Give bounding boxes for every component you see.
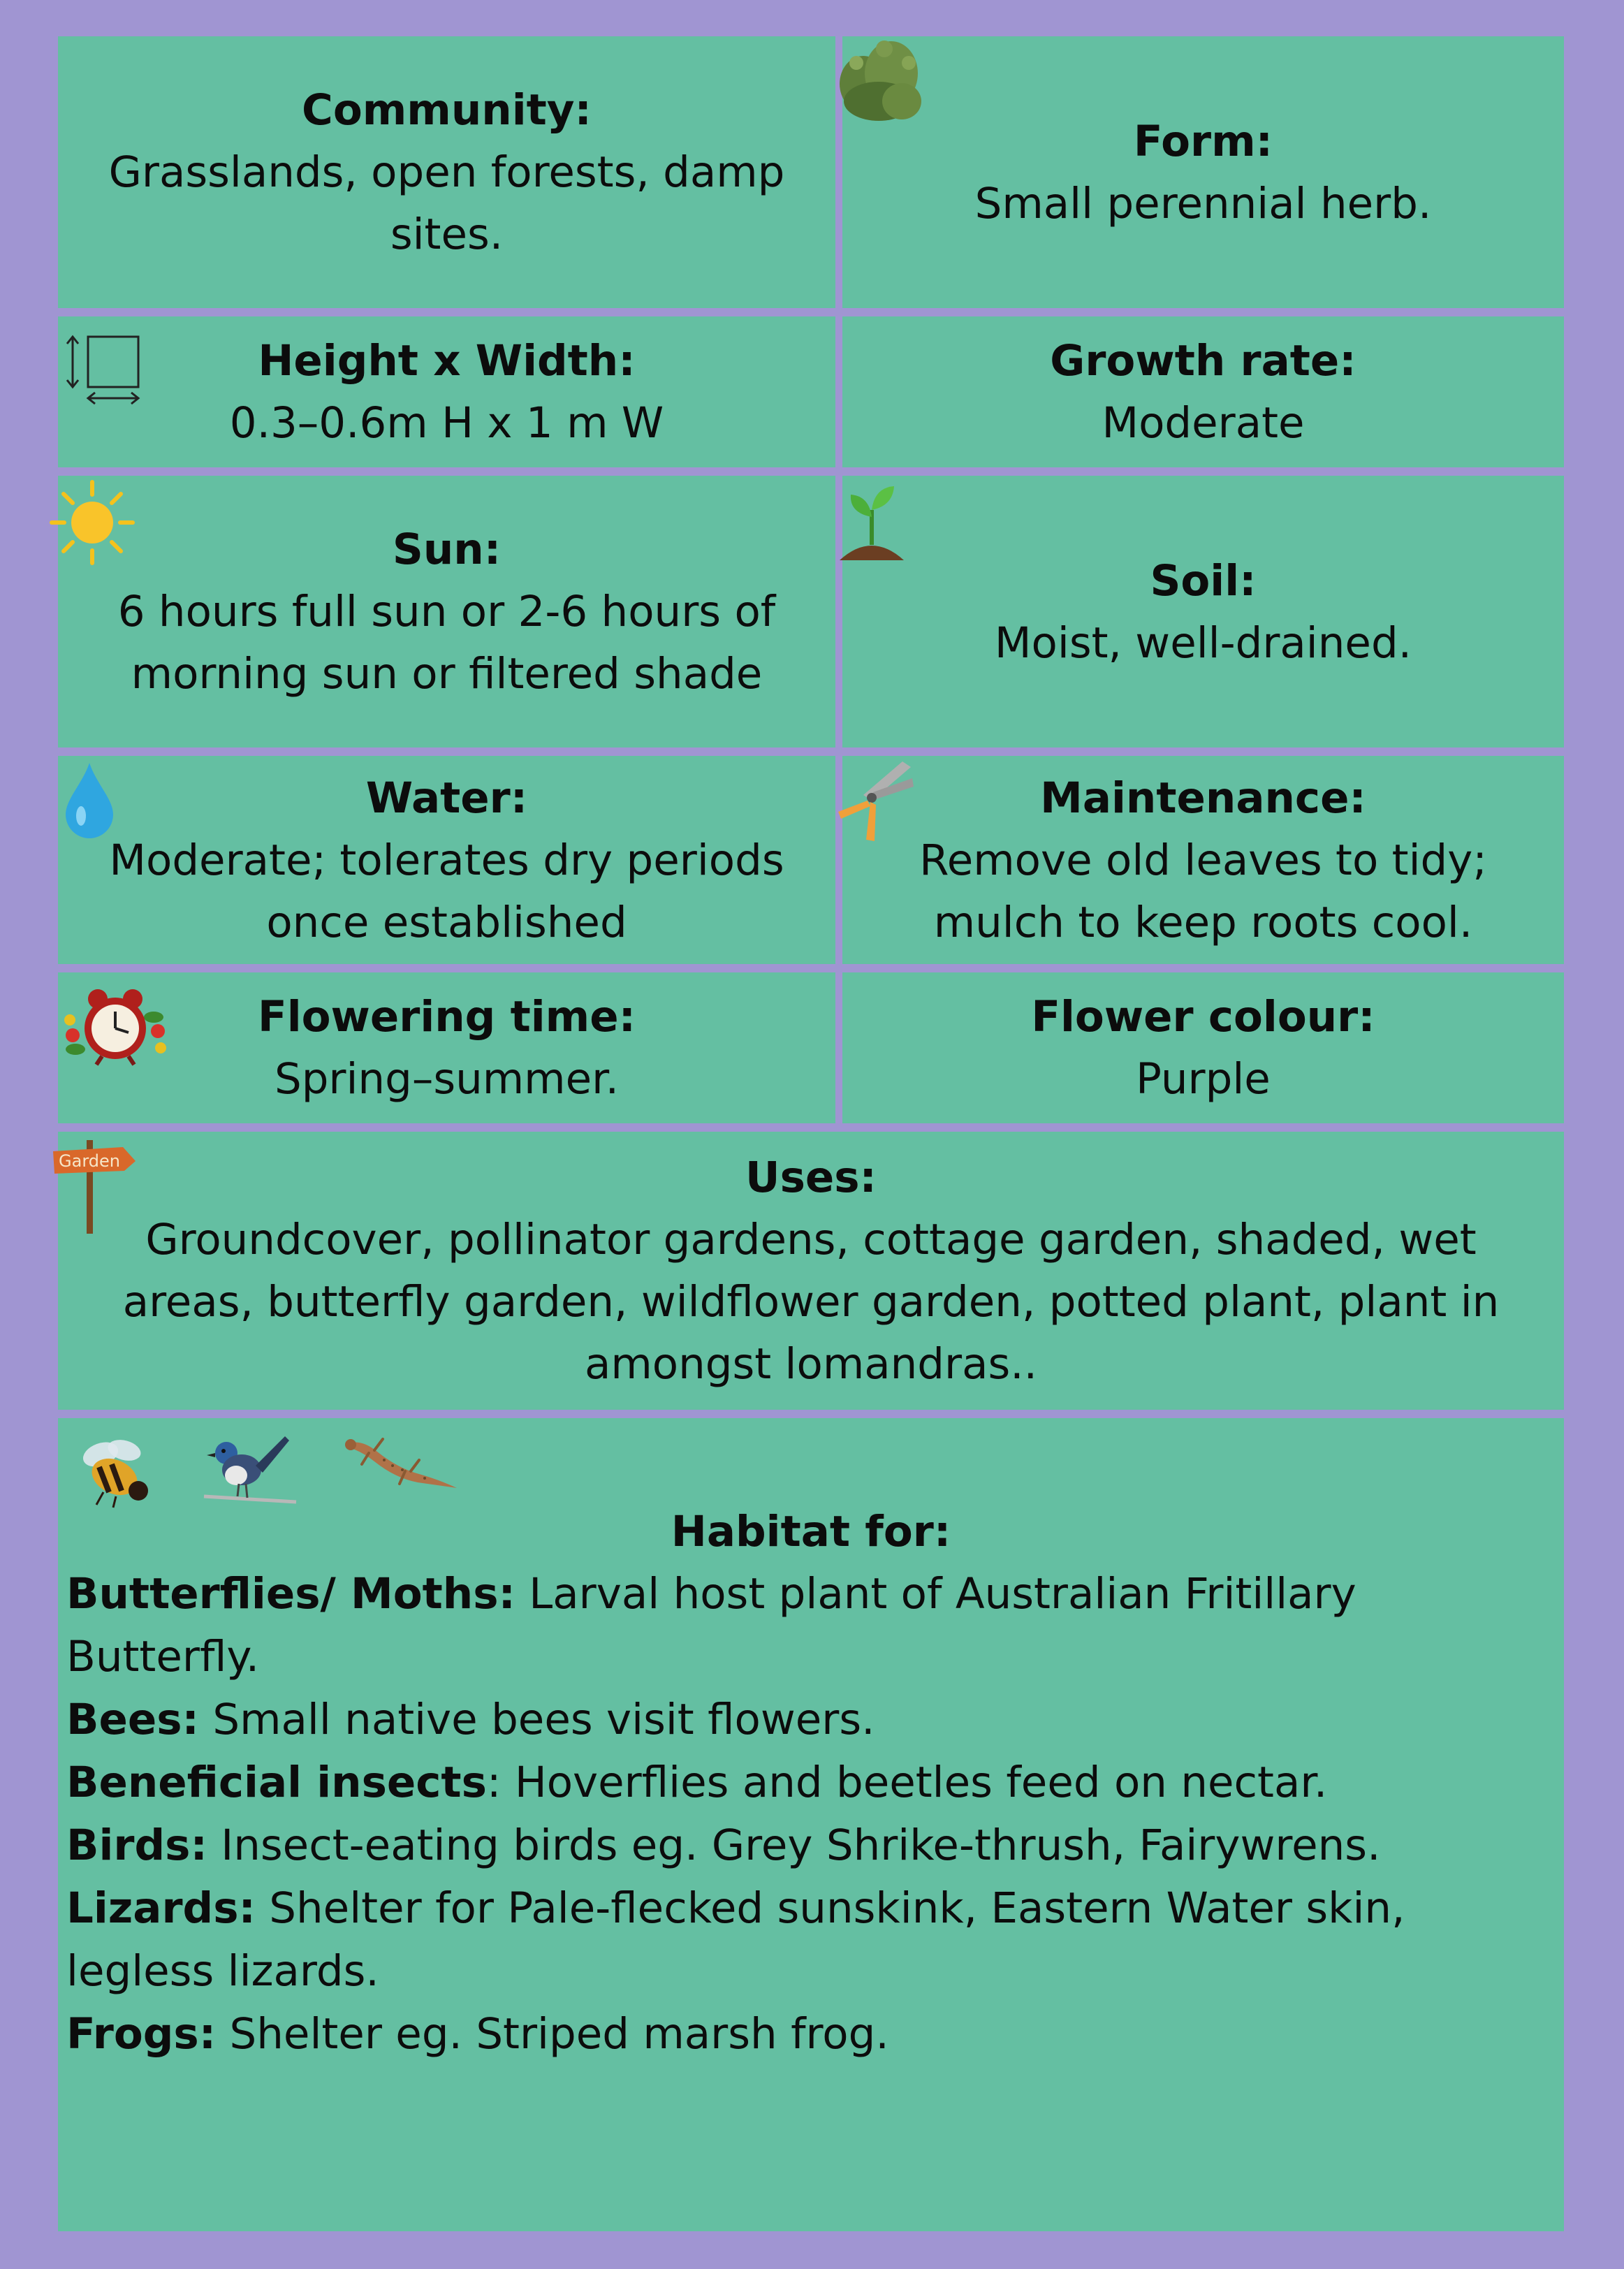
habitat-row-text: Shelter for Pale-flecked sunskink, Eastern Water skin, legless lizards. — [66, 1883, 1405, 1996]
sun-label: Sun: — [392, 525, 502, 574]
height-width-label: Height x Width: — [258, 336, 636, 386]
water-drop-icon — [61, 760, 117, 841]
habitat-row-label: Beneficial insects — [66, 1758, 487, 1807]
form-panel — [842, 36, 1564, 308]
habitat-title: Habitat for: — [671, 1507, 951, 1556]
sun-value: 6 hours full sun or 2-6 hours of morning sun or filtered shade — [117, 587, 776, 699]
sun-panel — [58, 476, 835, 747]
growth-rate-label: Growth rate: — [1050, 336, 1356, 386]
lizard-icon — [341, 1432, 460, 1502]
water-value: Moderate; tolerates dry periods once established — [109, 835, 784, 947]
bee-icon — [75, 1432, 156, 1510]
habitat-row-lizards — [66, 1877, 1547, 2003]
form-value: Small perennial herb. — [974, 178, 1432, 228]
maintenance-value: Remove old leaves to tidy; mulch to keep roots cool. — [919, 835, 1487, 947]
flowering-time-value: Spring–summer. — [274, 1054, 620, 1104]
flower-colour-value: Purple — [1136, 1054, 1271, 1104]
shrub-icon — [835, 35, 926, 126]
habitat-row-text: Shelter eg. Striped marsh frog. — [216, 2009, 889, 2059]
habitat-row-text: : Hoverflies and beetles feed on nectar. — [486, 1758, 1328, 1807]
dimensions-icon — [63, 328, 147, 409]
habitat-panel — [58, 1418, 1564, 2231]
habitat-row-birds — [66, 1814, 1547, 1877]
flowering-time-label: Flowering time: — [258, 992, 636, 1042]
habitat-row-text: Small native bees visit flowers. — [198, 1695, 875, 1744]
habitat-list — [66, 1563, 1547, 2066]
flowering-time-panel — [58, 972, 835, 1123]
habitat-row-beneficial-insects — [66, 1751, 1547, 1814]
growth-rate-value: Moderate — [1102, 398, 1305, 448]
habitat-row-label: Bees: — [66, 1695, 199, 1744]
habitat-row-butterflies — [66, 1563, 1547, 1688]
habitat-row-text: Larval host plant of Australian Fritillary Butterfly. — [66, 1569, 1356, 1681]
bird-icon — [201, 1432, 299, 1505]
community-panel — [58, 36, 835, 308]
sun-icon — [49, 479, 136, 566]
flower-colour-panel — [842, 972, 1564, 1123]
habitat-row-label: Birds: — [66, 1821, 207, 1870]
community-value: Grasslands, open forests, damp sites. — [108, 147, 785, 259]
habitat-row-label: Frogs: — [66, 2009, 217, 2059]
height-width-value: 0.3–0.6m H x 1 m W — [229, 398, 664, 448]
habitat-row-frogs — [66, 2003, 1547, 2066]
soil-label: Soil: — [1150, 555, 1257, 606]
community-label: Community: — [302, 85, 592, 135]
maintenance-label: Maintenance: — [1040, 773, 1366, 823]
pruners-icon — [835, 757, 918, 844]
uses-value: Groundcover, pollinator gardens, cottage garden, shaded, wet areas, butterfly garden, wildflower garden, potted plant, plant in amongst lomandras.. — [122, 1215, 1500, 1389]
habitat-row-text: Insect-eating birds eg. Grey Shrike-thrush, Fairywrens. — [207, 1821, 1381, 1870]
soil-value: Moist, well-drained. — [994, 618, 1412, 668]
uses-label: Uses: — [745, 1153, 877, 1202]
maintenance-panel — [842, 756, 1564, 964]
seedling-icon — [835, 482, 908, 564]
habitat-row-label: Butterflies/ Moths: — [66, 1569, 515, 1619]
growth-rate-panel — [842, 316, 1564, 467]
form-label: Form: — [1133, 116, 1273, 166]
water-panel — [58, 756, 835, 964]
habitat-row-label: Lizards: — [66, 1883, 256, 1933]
garden-sign-text: Garden — [59, 1151, 120, 1171]
habitat-row-bees — [66, 1688, 1547, 1751]
garden-sign-icon — [50, 1137, 138, 1235]
alarm-clock-icon — [60, 986, 170, 1067]
uses-panel — [58, 1132, 1564, 1410]
height-width-panel — [58, 316, 835, 467]
flower-colour-label: Flower colour: — [1031, 992, 1375, 1042]
water-label: Water: — [365, 773, 528, 823]
soil-panel — [842, 476, 1564, 747]
